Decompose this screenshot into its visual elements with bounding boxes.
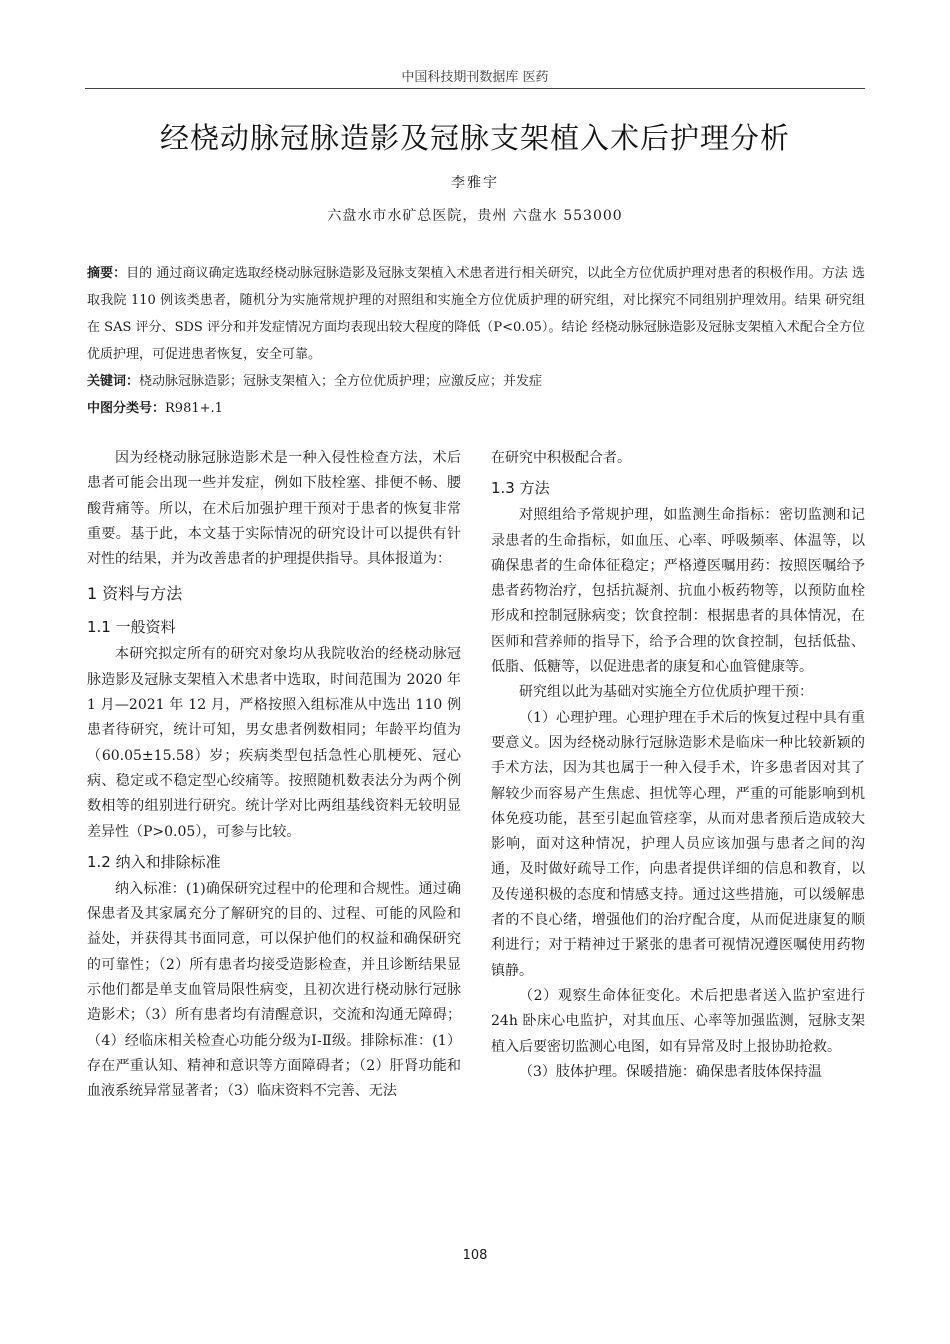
classification-number — [87, 395, 865, 422]
classification-label: 中图分类号： — [87, 401, 166, 416]
abstract-text: 目的 通过商议确定选取经桡动脉冠脉造影及冠脉支架植入术患者进行相关研究，以此全方位优质护理对患者的积极作用。方法 选取我院 110 例该类患者，随机分为实施常规护理的对照组和实施全方位优质护理的研究组，对比探究不同组别护理效用。结果 研究组在 SAS 评分、SDS 评分和并发症情况方面均表现出较大程度的降低（P<0.05）。结论 经桡动脉冠脉造影及冠脉支架植入术配合全方位优质护理，可促进患者恢复，安全可靠。 — [87, 266, 865, 362]
right-column — [491, 446, 865, 1085]
section-heading-1-2: 1.2 纳入和排除标准 — [87, 852, 221, 871]
criteria-paragraph: 纳入标准：(1)确保研究过程中的伦理和合规性。通过确保患者及其家属充分了解研究的目的、过程、可能的风险和益处，并获得其书面同意，可以保护他们的权益和确保研究的可靠性；（2）所有患者均接受造影检查，并且诊断结果显示他们都是单支血管局限性病变，且初次进行桡动脉行冠脉造影术；（3）所有患者均有清醒意识，交流和沟通无障碍；（4）经临床相关检查心功能分级为Ⅰ-Ⅱ级。排除标准：(1）存在严重认知、精神和意识等方面障碍者；（2）肝肾功能和血液系统异常显著者；（3）临床资料不完善、无法 — [87, 880, 461, 1100]
section-heading-1-3: 1.3 方法 — [491, 479, 550, 498]
author-name: 李雅宇 — [451, 175, 499, 191]
journal-header: 中国科技期刊数据库 医药 — [401, 70, 549, 85]
control-group-paragraph: 对照组给予常规护理，如监测生命指标：密切监测和记录患者的生命指标，如血压、心率、呼吸频率、体温等，以确保患者的生命体征稳定；严格遵医嘱用药：按照医嘱给予患者药物治疗，包括抗凝剂、抗血小板药物等，以预防血栓形成和控制冠脉病变；饮食控制：根据患者的具体情况，在医师和营养师的指导下，给予合理的饮食控制，包括低盐、低脂、低糖等，以促进患者的康复和心血管健康等。 — [491, 507, 865, 676]
abstract — [87, 260, 865, 368]
study-group-paragraph: 研究组以此为基础对实施全方位优质护理干预： — [519, 684, 813, 701]
abstract-label: 摘要： — [87, 266, 127, 281]
section-heading-1: 1 资料与方法 — [87, 584, 183, 604]
paper-title: 经桡动脉冠脉造影及冠脉支架植入术后护理分析 — [159, 121, 790, 155]
vitals-paragraph: （2）观察生命体征变化。术后把患者送入监护室进行 24h 卧床心电监护，对其血压、心率等加强监测，冠脉支架植入后要密切监测心电图，如有异常及时上报协助抢救。 — [491, 987, 865, 1055]
author-affiliation: 六盘水市水矿总医院，贵州 六盘水 553000 — [327, 208, 623, 224]
left-column — [87, 446, 461, 1105]
page-number: 108 — [462, 1248, 488, 1263]
intro-paragraph: 因为经桡动脉冠脉造影术是一种入侵性检查方法，术后患者可能会出现一些并发症，例如下肢栓塞、排便不畅、腰酸背痛等。所以，在术后加强护理干预对于患者的恢复非常重要。基于此，本文基于实际情况的研究设计可以提供有针对性的结果，并为改善患者的护理提供指导。具体报道为： — [87, 450, 461, 568]
keywords — [87, 368, 865, 395]
keywords-text: 桡动脉冠脉造影；冠脉支架植入；全方位优质护理；应激反应；并发症 — [139, 374, 543, 389]
keywords-label: 关键词： — [87, 374, 140, 389]
section-heading-1-1: 1.1 一般资料 — [87, 618, 176, 637]
header-divider — [85, 88, 865, 89]
psych-care-paragraph: （1）心理护理。心理护理在手术后的恢复过程中具有重要意义。因为经桡动脉行冠脉造影术是临床一种比较新颖的手术方法，因为其也属于一种入侵手术，许多患者因对其了解较少而容易产生焦虑、担忧等心理，严重的可能影响到机体免疫功能，甚至引起血管痉挛，从而对患者预后造成较大影响，面对这种情况，护理人员应该加强与患者之间的沟通，及时做好疏导工作，向患者提供详细的信息和教育，以及传递积极的态度和情感支持。通过这些措施，可以缓解患者的不良心绪，增强他们的治疗配合度，从而促进康复的顺利进行；对于精神过于紧张的患者可视情况遵医嘱使用药物镇静。 — [491, 709, 865, 979]
classification-text: R981+.1 — [165, 401, 223, 416]
general-data-paragraph: 本研究拟定所有的研究对象均从我院收治的经桡动脉冠脉造影及冠脉支架植入术患者中选取，时间范围为 2020 年 1 月—2021 年 12 月，严格按照入组标准从中选出 110 例患者待研究，统计可知，男女患者例数相同；年龄平均值为（60.05±15.58）岁；疾病类型包括急性心肌梗死、冠心病、稳定或不稳定型心绞痛等。按照随机数表法分为两个例数相等的组别进行研究。统计学对比两组基线资料无较明显差异性（P>0.05），可参与比较。 — [87, 646, 461, 840]
limb-care-paragraph: （3）肢体护理。保暖措施：确保患者肢体保持温 — [519, 1063, 822, 1080]
continued-paragraph: 在研究中积极配合者。 — [491, 450, 631, 466]
